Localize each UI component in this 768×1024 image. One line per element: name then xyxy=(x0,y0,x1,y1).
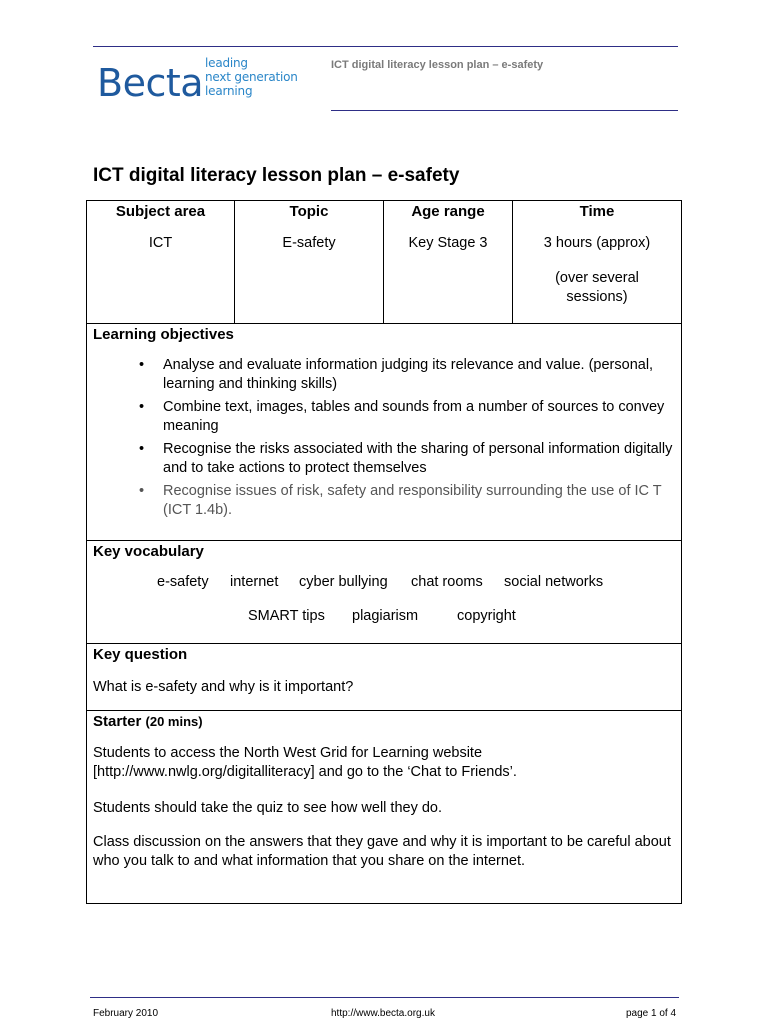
summary-row xyxy=(87,201,681,324)
learning-objectives-heading: Learning objectives xyxy=(93,326,234,343)
vocab-term: SMART tips xyxy=(248,608,325,624)
topic-cell xyxy=(235,201,384,323)
time-cell xyxy=(513,201,681,323)
subject-area-label: Subject area xyxy=(115,203,206,220)
subject-area-value: ICT xyxy=(148,235,173,251)
key-question-heading: Key question xyxy=(93,646,188,663)
time-note: (over several sessions) xyxy=(555,270,639,305)
vocab-term: social networks xyxy=(504,574,604,590)
starter-paragraph: Students to access the North West Grid for Learning website [http://www.nwlg.org/digitalliteracy] and go to the ‘Chat to Friends’. xyxy=(93,745,517,780)
objective-item: • Recognise issues of risk, safety and responsibility surrounding the use of IC T (ICT 1.4b). xyxy=(139,483,662,518)
starter-paragraph: Students should take the quiz to see how well they do. xyxy=(93,800,443,816)
document-title: ICT digital literacy lesson plan – e-safety xyxy=(93,165,460,186)
footer-rule xyxy=(90,997,679,998)
logo-tagline-line-1: leading xyxy=(205,56,248,70)
vocab-term: copyright xyxy=(457,608,516,624)
topic-label: Topic xyxy=(289,203,329,220)
objective-item: • Analyse and evaluate information judging its relevance and value. (personal, learning and thinking skills) xyxy=(139,357,654,392)
running-header-title: ICT digital literacy lesson plan – e-safety xyxy=(331,59,544,71)
key-vocabulary-row xyxy=(87,541,681,644)
key-vocabulary-heading: Key vocabulary xyxy=(93,543,204,560)
learning-objectives-list xyxy=(87,356,677,524)
starter-duration: (20 mins) xyxy=(145,714,203,729)
vocab-term: cyber bullying xyxy=(299,574,388,590)
key-question-row xyxy=(87,644,681,711)
age-range-cell xyxy=(384,201,513,323)
subject-area-cell xyxy=(87,201,235,323)
footer-url: http://www.becta.org.uk xyxy=(331,1008,435,1019)
time-label: Time xyxy=(579,203,615,220)
starter-title: Starter xyxy=(93,713,142,730)
topic-value: E-safety xyxy=(282,235,336,251)
key-question-text: What is e-safety and why is it important? xyxy=(93,679,354,695)
starter-paragraph: Class discussion on the answers that they gave and why it is important to be careful about who you talk to and what information that you share on the internet. xyxy=(93,834,671,869)
time-value: 3 hours (approx) xyxy=(543,235,651,251)
starter-row xyxy=(87,711,681,903)
objective-item: • Combine text, images, tables and sounds from a number of sources to convey meaning xyxy=(139,399,665,434)
learning-objectives-row xyxy=(87,324,681,541)
vocab-term: chat rooms xyxy=(411,574,483,590)
footer-date: February 2010 xyxy=(93,1008,159,1019)
logo-tagline-line-2: next generation xyxy=(205,70,298,84)
header-top-rule xyxy=(93,46,678,47)
age-range-label: Age range xyxy=(411,203,485,220)
age-range-value: Key Stage 3 xyxy=(408,235,488,251)
vocab-term: plagiarism xyxy=(352,608,419,624)
objective-item: • Recognise the risks associated with the sharing of personal information digitally and to take actions to protect themselves xyxy=(139,441,673,476)
lesson-plan-table xyxy=(86,200,682,904)
logo-tagline xyxy=(205,56,298,98)
vocab-term: internet xyxy=(230,574,279,590)
logo-tagline-line-3: learning xyxy=(205,84,253,98)
logo-wordmark: Becta xyxy=(97,61,204,105)
header-bottom-rule xyxy=(331,110,678,111)
starter-heading xyxy=(93,713,203,730)
vocab-term: e-safety xyxy=(157,574,209,590)
footer-page-number: page 1 of 4 xyxy=(626,1008,677,1019)
